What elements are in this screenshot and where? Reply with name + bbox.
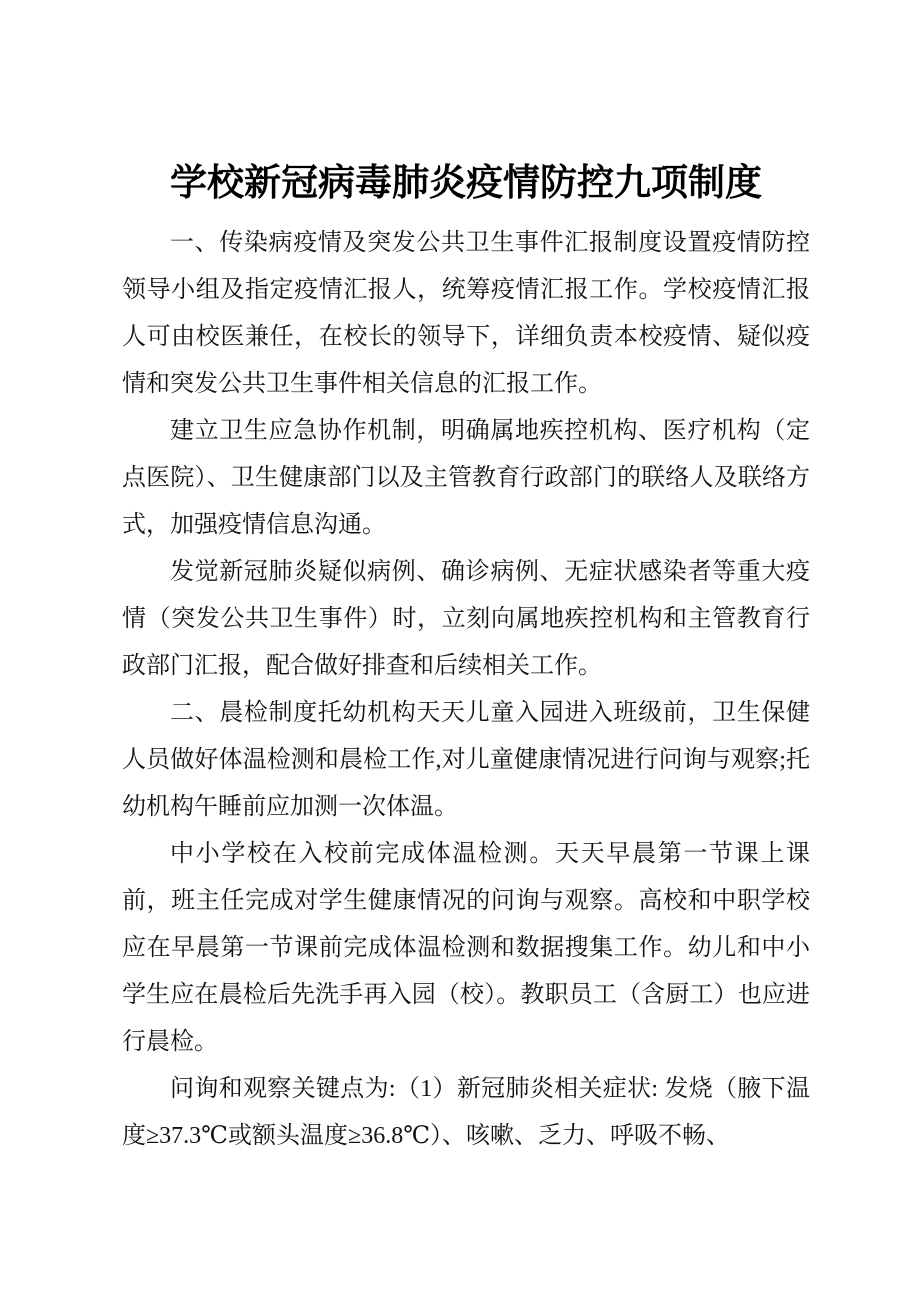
paragraph-observation-key-points: 问询和观察关键点为:（1）新冠肺炎相关症状: 发烧（腋下温度≥37.3℃或额头温度≥36.8℃）、咳嗽、乏力、呼吸不畅、 — [122, 1076, 810, 1149]
paragraph-case-reporting: 发觉新冠肺炎疑似病例、确诊病例、无症状感染者等重大疫情（突发公共卫生事件）时，立刻向属地疾控机构和主管教育行政部门汇报，配合做好排查和后续相关工作。 — [122, 559, 810, 679]
paragraph-morning-check-schools: 中小学校在入校前完成体温检测。天天早晨第一节课上课前，班主任完成对学生健康情况的问询与观察。高校和中职学校应在早晨第一节课前完成体温检测和数据搜集工作。幼儿和中小学生应在晨检后先洗手再入园（校）。教职员工（含厨工）也应进行晨检。 — [122, 841, 810, 1055]
paragraph-emergency-cooperation: 建立卫生应急协作机制，明确属地疾控机构、医疗机构（定点医院）、卫生健康部门以及主管教育行政部门的联络人及联络方式，加强疫情信息沟通。 — [122, 418, 810, 538]
paragraph-report-system: 一、传染病疫情及突发公共卫生事件汇报制度设置疫情防控领导小组及指定疫情汇报人，统筹疫情汇报工作。学校疫情汇报人可由校医兼任，在校长的领导下，详细负责本校疫情、疑似疫情和突发公共卫生事件相关信息的汇报工作。 — [122, 230, 810, 397]
paragraph-morning-check-kindergarten: 二、晨检制度托幼机构天天儿童入园进入班级前，卫生保健人员做好体温检测和晨检工作,对儿童健康情况进行问询与观察;托幼机构午睡前应加测一次体温。 — [122, 700, 810, 820]
document-title: 学校新冠病毒肺炎疫情防控九项制度 — [170, 163, 762, 204]
